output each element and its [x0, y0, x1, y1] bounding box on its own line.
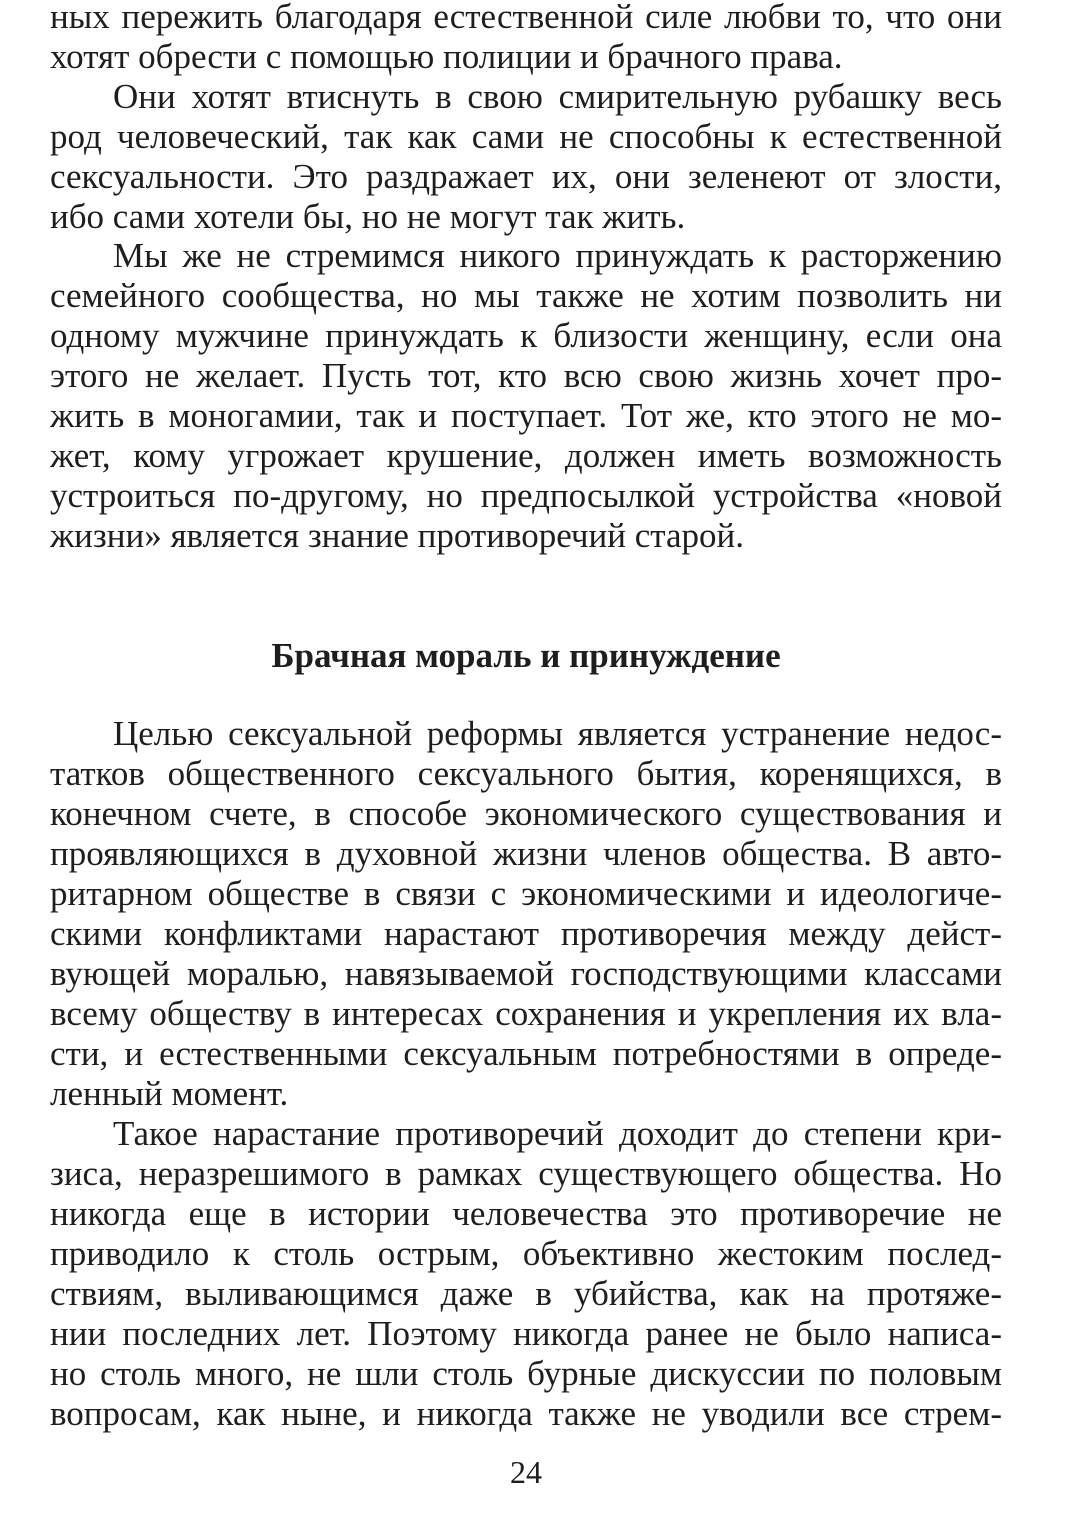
text-line: всему обществу в интересах сохранения и укрепления их вла- — [50, 994, 1002, 1033]
text-line: проявляющихся в духовной жизни членов общества. В авто- — [50, 834, 1002, 873]
text-line: одному мужчине принуждать к близости женщину, если она — [50, 316, 1002, 355]
text-line: скими конфликтами нарастают противоречия между дейст- — [50, 914, 1002, 953]
page-number: 24 — [510, 1454, 542, 1490]
text-line: конечном счете, в способе экономического существования и — [50, 794, 1002, 833]
text-line: вующей моралью, навязываемой господствующими классами — [50, 954, 1002, 993]
text-line: жить в моногамии, так и поступает. Тот же, кто этого не мо- — [50, 396, 1002, 435]
text-line: этого не желает. Пусть тот, кто всю свою жизнь хочет про- — [50, 356, 1002, 395]
text-line: ленный момент. — [50, 1074, 289, 1113]
text-line: сексуальности. Это раздражает их, они зеленеют от злости, — [50, 157, 1002, 196]
text-line: хотят обрести с помощью полиции и брачного права. — [50, 37, 843, 76]
text-line: татков общественного сексуального бытия, коренящихся, в — [50, 754, 1002, 793]
text-line: род человеческий, так как сами не способны к естественной — [50, 117, 1002, 156]
text-line: зиса, неразрешимого в рамках существующего общества. Но — [50, 1154, 1002, 1193]
text-line: приводило к столь острым, объективно жестоким послед- — [50, 1234, 1002, 1273]
section-heading: Брачная мораль и принуждение — [271, 636, 781, 675]
text-line: Мы же не стремимся никого принуждать к расторжению — [113, 236, 1002, 275]
text-line: ствиям, выливающимся даже в убийства, как на протяже- — [50, 1274, 1002, 1313]
text-line: никогда еще в истории человечества это противоречие не — [50, 1194, 1002, 1233]
text-line: жет, кому угрожает крушение, должен иметь возможность — [50, 436, 1002, 475]
text-line: нии последних лет. Поэтому никогда ранее не было написа- — [50, 1314, 1002, 1353]
text-line: ритарном обществе в связи с экономическими и идеологиче- — [50, 874, 1002, 913]
text-line: сти, и естественными сексуальным потребностями в опреде- — [50, 1034, 1002, 1073]
text-line: семейного сообщества, но мы также не хотим позволить ни — [50, 276, 1002, 315]
text-line: устроиться по-другому, но предпосылкой устройства «новой — [50, 476, 1002, 515]
text-line: Они хотят втиснуть в свою смирительную рубашку весь — [113, 77, 1002, 116]
text-line: Целью сексуальной реформы является устранение недос- — [113, 714, 1002, 753]
text-line: вопросам, как ныне, и никогда также не уводили все стрем- — [50, 1394, 1002, 1433]
text-line: но столь много, не шли столь бурные дискуссии по половым — [50, 1354, 1002, 1393]
text-line: ных пережить благодаря естественной силе любви то, что они — [50, 0, 1002, 36]
book-page — [50, 0, 1002, 1514]
text-line: жизни» является знание противоречий старой. — [50, 516, 744, 555]
text-line: Такое нарастание противоречий доходит до степени кри- — [113, 1114, 1002, 1153]
text-line: ибо сами хотели бы, но не могут так жить. — [50, 197, 686, 236]
